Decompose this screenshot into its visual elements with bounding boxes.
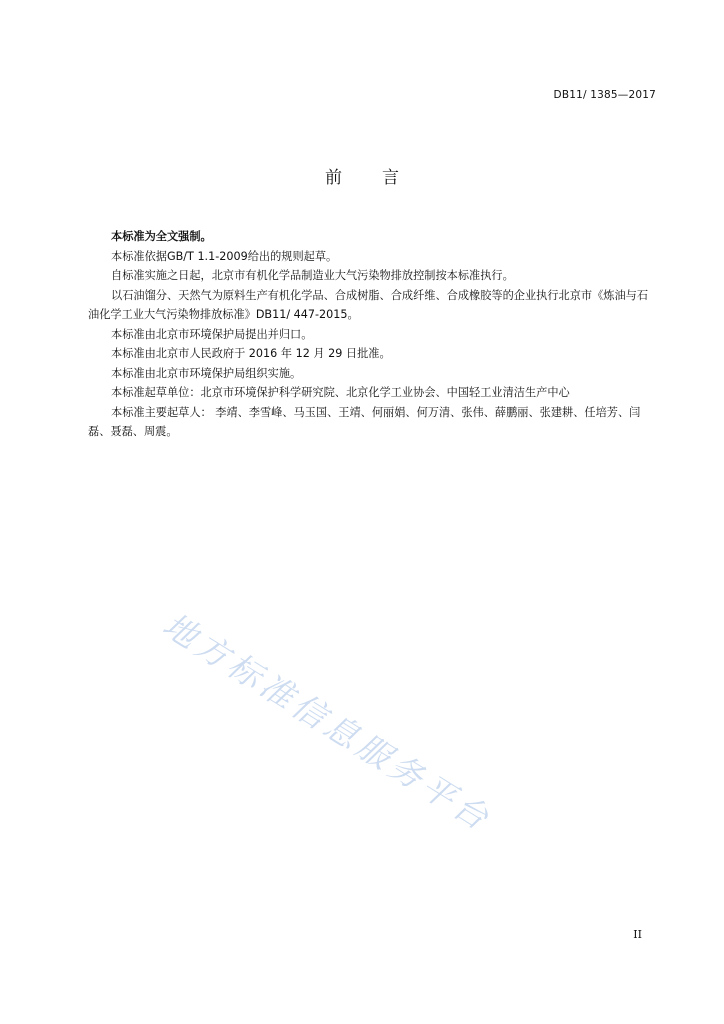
paragraph-drafting-rules: 本标准依据GB/T 1.1-2009给出的规则起草。: [111, 249, 338, 263]
paragraph-organizer: 本标准由北京市环境保护局组织实施。: [111, 366, 302, 380]
foreword-body: [88, 227, 658, 442]
paragraph-implementation: 自标准实施之日起，北京市有机化学品制造业大气污染物排放控制按本标准执行。: [111, 269, 514, 282]
header-rule: [88, 104, 656, 105]
title-char-2: 言: [382, 168, 399, 188]
paragraph-drafters: 本标准主要起草人： 李靖、李雪峰、马玉国、王靖、何丽娟、何万清、张伟、薛鹏丽、张建耕、任培芳、闫磊、聂磊、周震。: [88, 405, 641, 438]
title-char-1: 前: [325, 168, 342, 188]
paragraph-drafting-units: 本标准起草单位：北京市环境保护科学研究院、北京化学工业协会、中国轻工业清洁生产中心: [111, 386, 570, 399]
page-title: [0, 163, 724, 188]
watermark-text: 地方标准信息服务平台: [156, 605, 500, 840]
standard-code: DB11/ 1385—2017: [553, 89, 656, 101]
paragraph-scope-exception: 以石油馏分、天然气为原料生产有机化学品、合成树脂、合成纤维、合成橡胶等的企业执行北京市《炼油与石油化学工业大气污染物排放标准》DB11/ 447-2015。: [88, 288, 649, 321]
paragraph-approval: 本标准由北京市人民政府于 2016 年 12 月 29 日批准。: [111, 347, 391, 360]
paragraph-proposer: 本标准由北京市环境保护局提出并归口。: [111, 327, 313, 341]
page-number: II: [633, 928, 642, 941]
paragraph-mandatory: 本标准为全文强制。: [111, 230, 212, 243]
